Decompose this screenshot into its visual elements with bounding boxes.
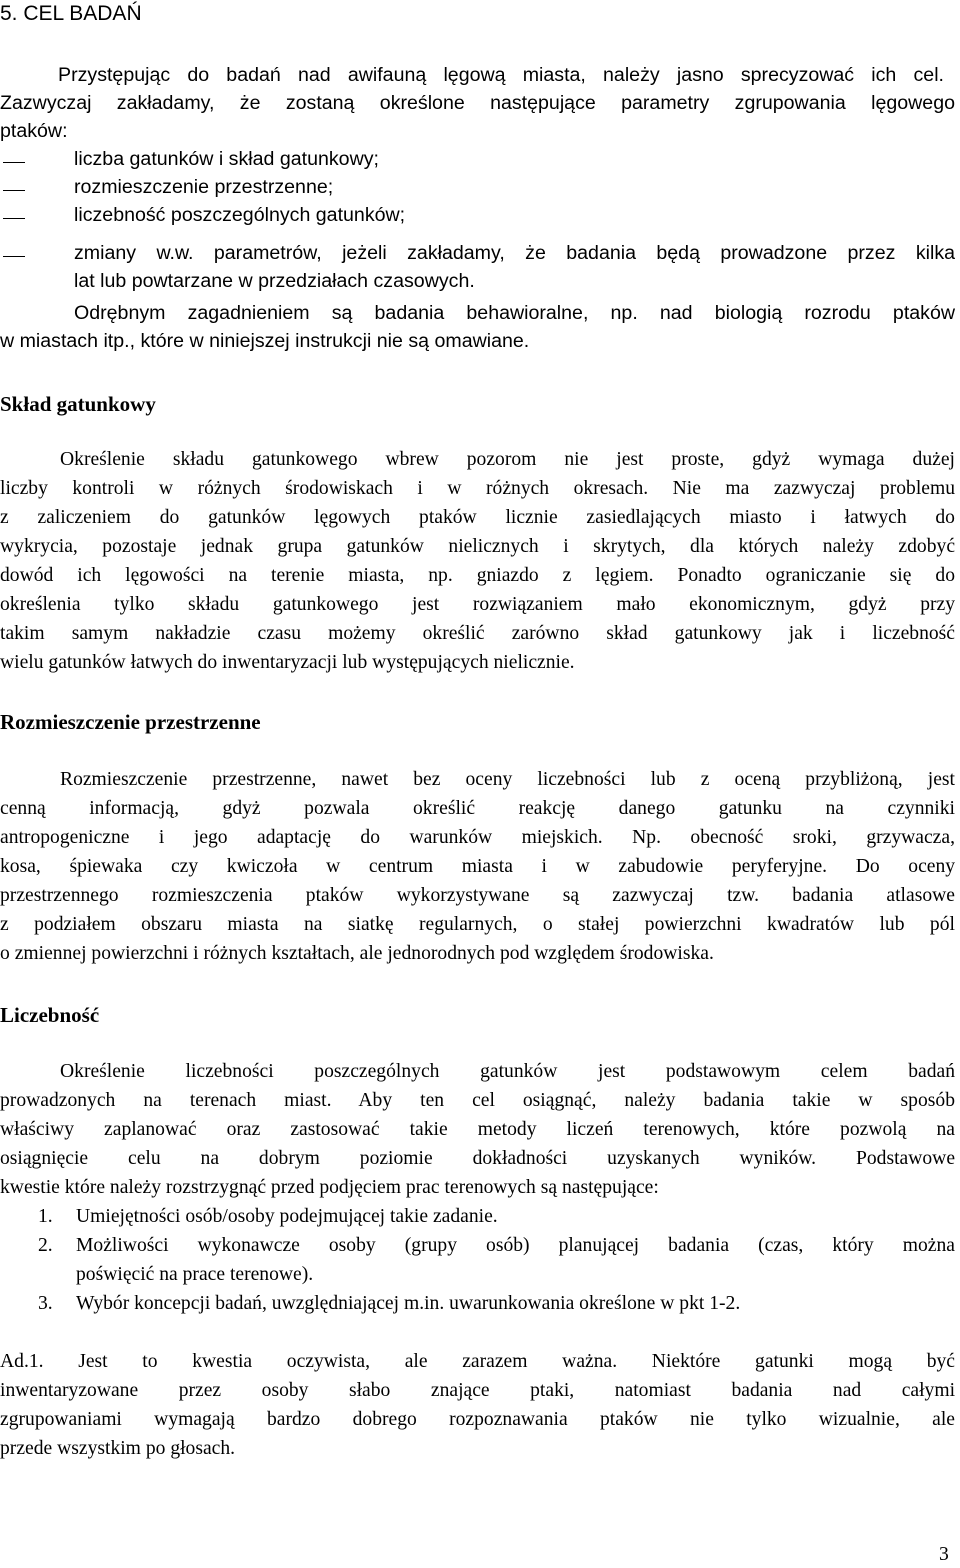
intro-line-1: Przystępując do badań nad awifauną lęgową miasta, należy jasno sprecyzować ich cel. bbox=[58, 64, 944, 86]
text-line: inwentaryzowane przez osoby słabo znające ptaki, natomiast badania nad całymi bbox=[0, 1380, 955, 1401]
list-item: Umiejętności osób/osoby podejmującej takie zadanie. bbox=[76, 1206, 498, 1227]
heading-rozmieszczenie: Rozmieszczenie przestrzenne bbox=[0, 710, 261, 734]
dash-bullet-icon bbox=[3, 256, 25, 257]
heading-sklad-gatunkowy: Skład gatunkowy bbox=[0, 392, 156, 416]
list-item-continuation: poświęcić na prace terenowe). bbox=[76, 1264, 314, 1285]
list-number: 1. bbox=[38, 1206, 53, 1227]
list-item: liczba gatunków i skład gatunkowy; bbox=[74, 148, 379, 170]
text-line: z podziałem obszaru miasta na siatkę regularnych, o stałej powierzchni kwadratów lub pól bbox=[0, 914, 955, 935]
heading-liczebnosc: Liczebność bbox=[0, 1003, 100, 1027]
list-item-continuation: lat lub powtarzane w przedziałach czasowych. bbox=[74, 270, 475, 292]
intro-line-3: ptaków: bbox=[0, 120, 68, 142]
text-line: Rozmieszczenie przestrzenne, nawet bez oceny liczebności lub z oceną przybliżoną, jest bbox=[60, 769, 955, 790]
list-item: liczebność poszczególnych gatunków; bbox=[74, 204, 406, 226]
text-line: Określenie składu gatunkowego wbrew pozorom nie jest proste, gdyż wymaga dużej bbox=[60, 449, 955, 470]
list-number: 3. bbox=[38, 1293, 53, 1314]
text-line: przestrzennego rozmieszczenia ptaków wykorzystywane są zazwyczaj tzw. badania atlasowe bbox=[0, 885, 955, 906]
text-line: zgrupowaniami wymagają bardzo dobrego rozpoznawania ptaków nie tylko wizualnie, ale bbox=[0, 1409, 955, 1430]
text-line: określenia tylko składu gatunkowego jest rozwiązaniem mało ekonomicznym, gdyż przy bbox=[0, 594, 955, 615]
section-title: 5. CEL BADAŃ bbox=[0, 2, 142, 25]
text-line: dowód ich lęgowości na terenie miasta, np. gniazdo z lęgiem. Ponadto ograniczanie się do bbox=[0, 565, 955, 586]
text-line: wykrycia, pozostaje jednak grupa gatunków nielicznych i skrytych, dla których należy zdobyć bbox=[0, 536, 955, 557]
text-line: takim samym nakładzie czasu możemy określić zarówno skład gatunkowy jak i liczebność bbox=[0, 623, 955, 644]
text-line: Ad.1. Jest to kwestia oczywista, ale zarazem ważna. Niektóre gatunki mogą być bbox=[0, 1351, 955, 1372]
text-line: Określenie liczebności poszczególnych gatunków jest podstawowym celem badań bbox=[60, 1061, 955, 1082]
dash-bullet-icon bbox=[3, 162, 25, 163]
text-line: kosa, śpiewaka czy kwiczoła w centrum miasta i w zabudowie peryferyjne. Do oceny bbox=[0, 856, 955, 877]
text-line: cenną informacją, gdyż pozwala określić reakcję danego gatunku na czynniki bbox=[0, 798, 955, 819]
dash-bullet-icon bbox=[3, 190, 25, 191]
text-line: prowadzonych na terenach miast. Aby ten cel osiągnąć, należy badania takie w sposób bbox=[0, 1090, 955, 1111]
list-item: rozmieszczenie przestrzenne; bbox=[74, 176, 334, 198]
text-line: o zmiennej powierzchni i różnych kształtach, ale jednorodnych pod względem środowiska. bbox=[0, 943, 714, 964]
text-line: wielu gatunków łatwych do inwentaryzacji lub występujących nielicznie. bbox=[0, 652, 575, 673]
text-line: osiągnięcie celu na dobrym poziomie dokładności uzyskanych wyników. Podstawowe bbox=[0, 1148, 955, 1169]
dash-bullet-icon bbox=[3, 218, 25, 219]
text-line: przede wszystkim po głosach. bbox=[0, 1438, 236, 1459]
text-line: antropogeniczne i jego adaptację do warunków miejskich. Np. obecność sroki, grzywacza, bbox=[0, 827, 955, 848]
list-item: Wybór koncepcji badań, uwzględniającej m.in. uwarunkowania określone w pkt 1-2. bbox=[76, 1293, 741, 1314]
list-item: zmiany w.w. parametrów, jeżeli zakładamy, że badania będą prowadzone przez kilka bbox=[74, 242, 955, 264]
note-line-2: w miastach itp., które w niniejszej instrukcji nie są omawiane. bbox=[0, 330, 530, 352]
text-line: liczby kontroli w różnych środowiskach i w różnych okresach. Nie ma zazwyczaj problemu bbox=[0, 478, 955, 499]
intro-line-2: Zazwyczaj zakładamy, że zostaną określone następujące parametry zgrupowania lęgowego bbox=[0, 92, 955, 114]
list-item: Możliwości wykonawcze osoby (grupy osób) planującej badania (czas, który można bbox=[76, 1235, 955, 1256]
page-number: 3 bbox=[939, 1544, 949, 1565]
text-line: z zaliczeniem do gatunków lęgowych ptaków licznie zasiedlających miasto i łatwych do bbox=[0, 507, 955, 528]
list-number: 2. bbox=[38, 1235, 53, 1256]
text-line: kwestie które należy rozstrzygnąć przed podjęciem prac terenowych są następujące: bbox=[0, 1177, 659, 1198]
note-line-1: Odrębnym zagadnieniem są badania behawioralne, np. nad biologią rozrodu ptaków bbox=[74, 302, 955, 324]
text-line: właściwy zaplanować oraz zastosować takie metody liczeń terenowych, które pozwolą na bbox=[0, 1119, 955, 1140]
